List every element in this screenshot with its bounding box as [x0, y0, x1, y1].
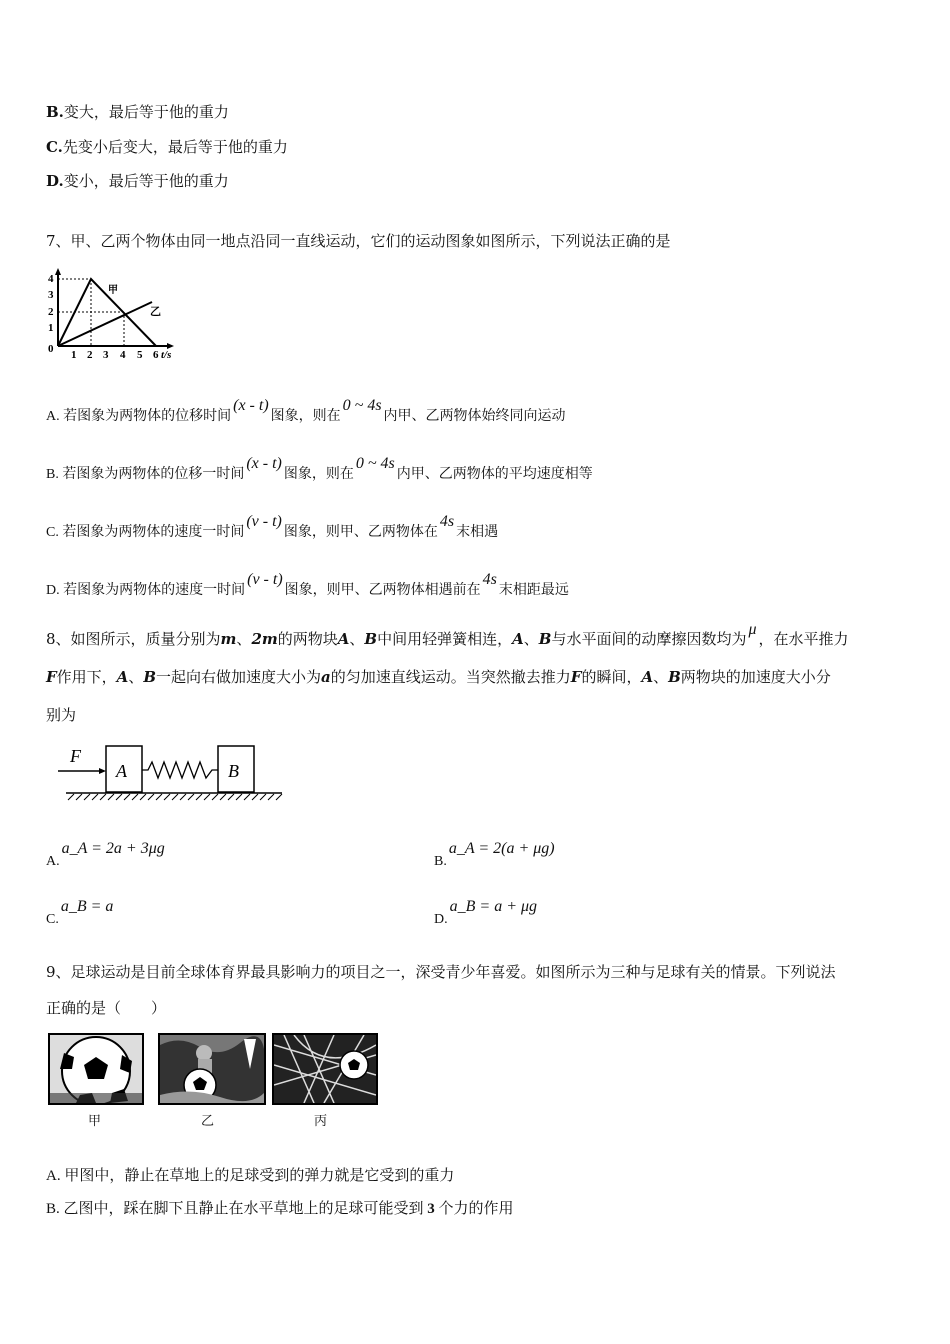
q8-option-a: A.a_A = 2a + 3μg [46, 840, 165, 869]
q8-stem-line3: 别为 [46, 706, 77, 724]
spring [142, 762, 218, 778]
x-tick-4: 4 [120, 349, 126, 361]
photo-yi [158, 1033, 266, 1105]
x-tick-3: 3 [103, 349, 109, 361]
foot-on-ball-icon [160, 1035, 264, 1103]
caption-jia: 甲 [88, 1114, 102, 1129]
q8-option-b: B.a_A = 2(a + μg) [434, 840, 555, 869]
soccer-ball-icon [50, 1035, 142, 1103]
q9-stem-line2: 正确的是（ ） [46, 999, 167, 1017]
q8-stem-line2: F作用下，A、B一起向右做加速度大小为a的匀加速直线运动。当突然撤去推力F的瞬间，A、B两物块的加速度大小分 [46, 668, 831, 686]
q8-spring-blocks-figure [54, 740, 286, 802]
block-b-label: B [228, 761, 239, 781]
series-jia-label: 甲 [108, 285, 118, 296]
force-label: F [70, 746, 81, 766]
q8-option-c: C.a_B = a [46, 898, 114, 927]
series-yi-label: 乙 [150, 306, 161, 318]
photo-bing [272, 1033, 378, 1105]
q8-option-d: D.a_B = a + μg [434, 898, 538, 927]
y-tick-3: 3 [48, 289, 54, 301]
block-a-label: A [116, 761, 127, 781]
caption-yi: 乙 [201, 1114, 215, 1129]
x-tick-6: 6 [153, 349, 159, 361]
q7-option-c: C. 若图象为两物体的速度一时间(v - t)图象，则甲、乙两物体在4s末相遇 [46, 513, 499, 540]
q9-stem-line1: 9、足球运动是目前全球体育界最具影响力的项目之一，深受青少年喜爱。如图所示为三种与足球有关的情景。下列说法 [46, 963, 836, 981]
x-tick-5: 5 [137, 349, 143, 361]
q7-motion-graph [44, 266, 184, 362]
q6-option-d: D.变小，最后等于他的重力 [46, 172, 229, 190]
q7-option-b: B. 若图象为两物体的位移一时间(x - t)图象，则在0 ~ 4s内甲、乙两物体的平均速度相等 [46, 455, 593, 482]
x-tick-1: 1 [71, 349, 77, 361]
series-yi-line [58, 302, 152, 346]
x-tick-2: 2 [87, 349, 93, 361]
ball-in-net-icon [274, 1035, 376, 1103]
y-tick-2: 2 [48, 306, 54, 318]
y-tick-1: 1 [48, 322, 54, 334]
caption-bing: 丙 [314, 1114, 328, 1129]
q9-option-b: B. 乙图中，踩在脚下且静止在水平草地上的足球可能受到 3 个力的作用 [46, 1201, 514, 1217]
q6-option-b: B.变大，最后等于他的重力 [46, 103, 229, 121]
x-axis-unit: t/s [161, 349, 172, 361]
origin-label: 0 [48, 343, 54, 355]
y-tick-4: 4 [48, 273, 54, 285]
q6-option-c: C.先变小后变大，最后等于他的重力 [46, 138, 288, 156]
photo-jia [48, 1033, 144, 1105]
q7-stem: 7、甲、乙两个物体由同一地点沿同一直线运动，它们的运动图象如图所示，下列说法正确的是 [46, 232, 671, 250]
q8-stem-line1: 8、如图所示，质量分别为m、2m的两物块A、B中间用轻弹簧相连，A、B与水平面间的动摩擦因数均为μ，在水平推力 [46, 621, 849, 648]
q7-option-d: D. 若图象为两物体的速度一时间(v - t)图象，则甲、乙两物体相遇前在4s末相距最远 [46, 571, 569, 598]
q9-option-a: A. 甲图中，静止在草地上的足球受到的弹力就是它受到的重力 [46, 1168, 455, 1184]
q7-option-a: A. 若图象为两物体的位移时间(x - t)图象，则在0 ~ 4s内甲、乙两物体始终同向运动 [46, 397, 566, 424]
